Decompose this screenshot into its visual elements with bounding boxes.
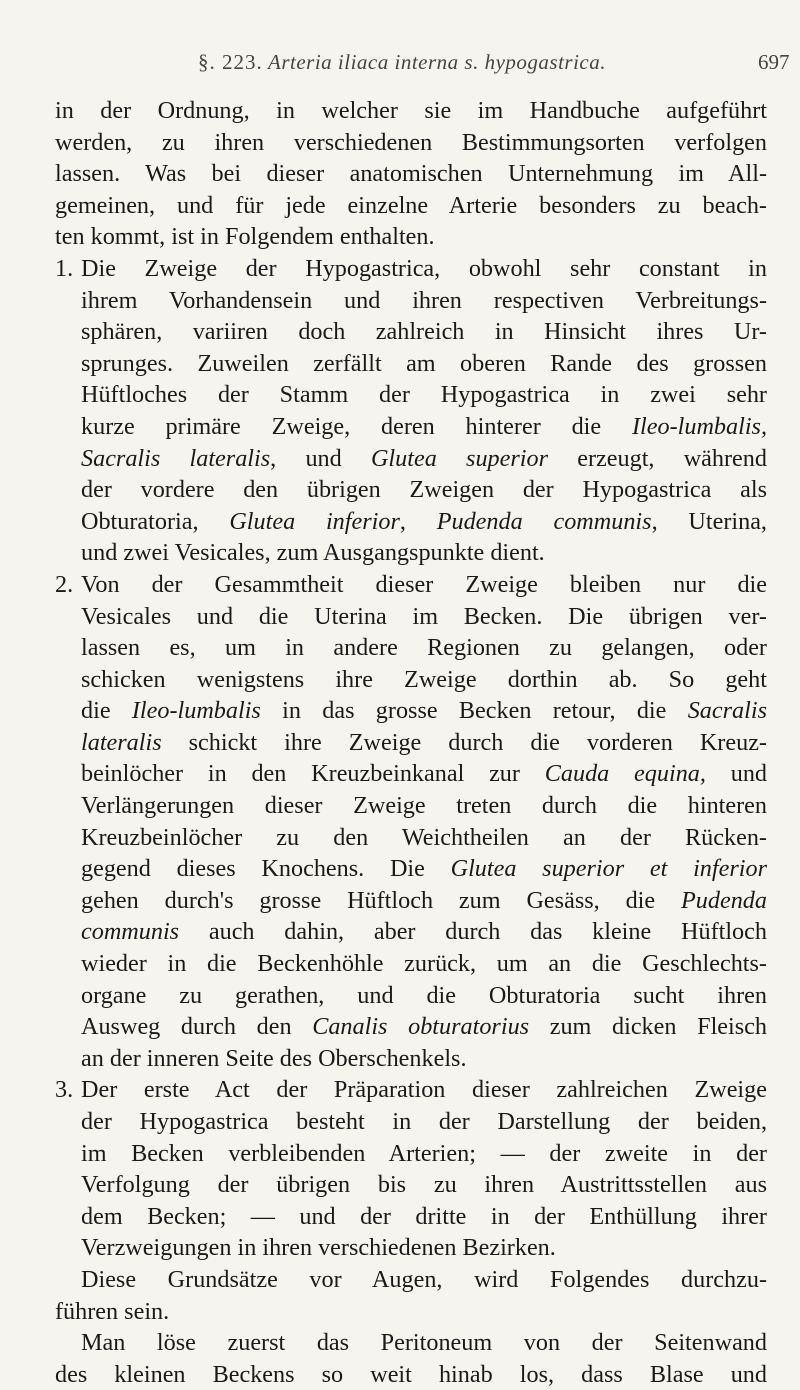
list-number: 1. [55, 254, 74, 282]
text-line: gehen durch's grosse Hüftloch zum Gesäss, die Pudenda [81, 886, 767, 914]
text-line: Verzweigungen in ihren verschiedenen Bezirken. [81, 1234, 556, 1262]
text-line: Vesicales und die Uterina im Becken. Die übrigen ver- [81, 602, 767, 630]
text-line: schicken wenigstens ihre Zweige dorthin ab. So geht [81, 665, 767, 693]
text-line: Hüftloches der Stamm der Hypogastrica in zwei sehr [81, 381, 767, 409]
text-line: Obturatoria, Glutea inferior, Pudenda communis, Uterina, [81, 507, 767, 535]
body-text [55, 95, 767, 1390]
list-number: 3. [55, 1076, 74, 1104]
text-line: ten kommt, ist in Folgendem enthalten. [55, 223, 435, 251]
text-line: im Becken verbleibenden Arterien; — der zweite in der [81, 1139, 767, 1167]
text-line: gegend dieses Knochens. Die Glutea superior et inferior [81, 855, 767, 883]
text-line: in der Ordnung, in welcher sie im Handbuche aufgeführt [55, 97, 767, 124]
text-line: sprunges. Zuweilen zerfällt am oberen Rande des grossen [81, 349, 767, 377]
text-line: sphären, variiren doch zahlreich in Hinsicht ihres Ur- [81, 318, 767, 346]
running-head [0, 44, 800, 84]
text-line: organe zu gerathen, und die Obturatoria sucht ihren [81, 981, 767, 1009]
text-line: der vordere den übrigen Zweigen der Hypogastrica als [81, 476, 767, 504]
text-line: lassen es, um in andere Regionen zu gelangen, oder [81, 634, 767, 662]
text-line: 3. Der erste Act der Präparation dieser zahlreichen Zweige [55, 1074, 767, 1106]
text-line: führen sein. [55, 1297, 170, 1325]
text-line: ihrem Vorhandensein und ihren respectiven Verbreitungs- [81, 286, 767, 314]
text-line: Man löse zuerst das Peritoneum von der Seitenwand [81, 1329, 767, 1357]
text-line: gemeinen, und für jede einzelne Arterie besonders zu beach- [55, 191, 767, 219]
text-line: die Ileo-lumbalis in das grosse Becken retour, die Sacralis [81, 697, 767, 725]
text-line: Ausweg durch den Canalis obturatorius zum dicken Fleisch [81, 1013, 767, 1041]
text-line: der Hypogastrica besteht in der Darstellung der beiden, [81, 1108, 767, 1135]
text-line: lateralis schickt ihre Zweige durch die vorderen Kreuz- [81, 728, 767, 756]
text-line: Diese Grundsätze vor Augen, wird Folgendes durchzu- [81, 1265, 767, 1293]
text-line: Kreuzbeinlöcher zu den Weichtheilen an der Rücken- [81, 823, 767, 851]
page-number: 697 [758, 50, 790, 74]
text-line: 1. Die Zweige der Hypogastrica, obwohl sehr constant in [55, 253, 767, 285]
text-line: communis auch dahin, aber durch das kleine Hüftloch [81, 918, 767, 946]
section-title: Arteria iliaca interna s. hypogastrica. [268, 50, 606, 74]
text-line: dem Becken; — und der dritte in der Enthüllung ihrer [81, 1202, 767, 1230]
text-line: beinlöcher in den Kreuzbeinkanal zur Cauda equina, und [81, 760, 768, 788]
section-number: §. 223. [198, 50, 263, 74]
text-line: Verlängerungen dieser Zweige treten durch die hinteren [81, 792, 767, 820]
text-line: lassen. Was bei dieser anatomischen Unternehmung im All- [55, 160, 767, 188]
text-line: Verfolgung der übrigen bis zu ihren Austrittsstellen aus [81, 1171, 767, 1199]
text-line: an der inneren Seite des Oberschenkels. [81, 1044, 467, 1072]
text-line: des kleinen Beckens so weit hinab los, dass Blase und [55, 1360, 767, 1388]
text-line: 2. Von der Gesammtheit dieser Zweige bleiben nur die [55, 569, 767, 601]
text-line: Sacralis lateralis, und Glutea superior erzeugt, während [81, 444, 767, 472]
text-line: werden, zu ihren verschiedenen Bestimmungsorten verfolgen [55, 128, 767, 156]
text-line: wieder in die Beckenhöhle zurück, um an die Geschlechts- [81, 950, 767, 978]
text-line: und zwei Vesicales, zum Ausgangspunkte dient. [81, 539, 545, 567]
running-title [198, 50, 606, 75]
text-line: kurze primäre Zweige, deren hinterer die Ileo-lumbalis, [81, 412, 767, 440]
list-number: 2. [55, 570, 74, 598]
